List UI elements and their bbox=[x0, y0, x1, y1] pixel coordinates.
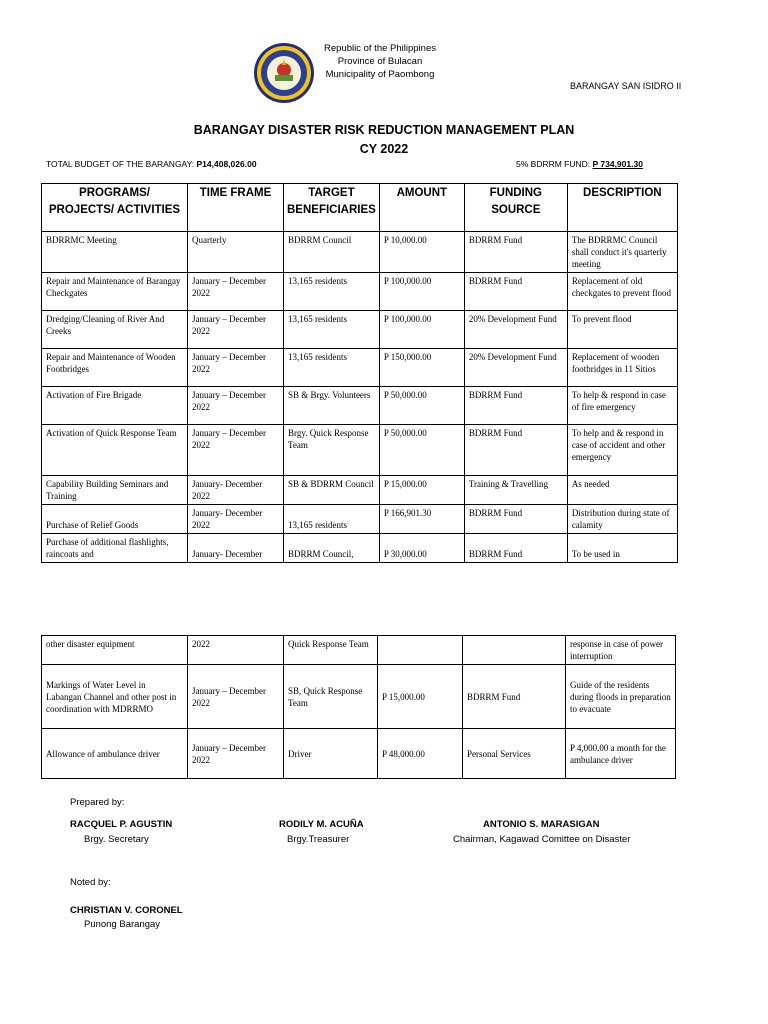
cell-beneficiaries: Driver bbox=[284, 729, 378, 779]
bdrrm-fund-label: 5% BDRRM FUND: bbox=[516, 159, 593, 169]
table-row bbox=[42, 387, 678, 425]
bdrrm-fund-value: P 734,901.30 bbox=[592, 159, 643, 169]
cell-description: Replacement of old checkgates to prevent flood bbox=[567, 273, 677, 311]
cell-funding: Training & Travelling bbox=[464, 476, 567, 505]
signatory-name: ANTONIO S. MARASIGAN bbox=[483, 819, 600, 830]
col-header-amount: AMOUNT bbox=[379, 184, 464, 232]
signatory-chairman bbox=[483, 819, 599, 830]
prepared-by-label: Prepared by: bbox=[70, 797, 125, 808]
cell-time-frame: January – December 2022 bbox=[188, 665, 284, 729]
noted-by-label: Noted by: bbox=[70, 877, 111, 888]
cell-time-frame: January – December 2022 bbox=[188, 387, 284, 425]
signatory-punong-barangay bbox=[70, 905, 183, 916]
cell-beneficiaries: 13,165 residents bbox=[284, 349, 380, 387]
cell-program: Dredging/Cleaning of River And Creeks bbox=[42, 311, 188, 349]
cell-funding: BDRRM Fund bbox=[464, 387, 567, 425]
cell-amount bbox=[378, 636, 463, 665]
plan-table-page1 bbox=[41, 183, 678, 563]
cell-time-frame: 2022 bbox=[188, 636, 284, 665]
cell-time-frame: Quarterly bbox=[188, 232, 284, 273]
cell-beneficiaries: SB & BDRRM Council bbox=[284, 476, 380, 505]
total-budget-value: P14,408,026.00 bbox=[196, 159, 257, 169]
table-row bbox=[42, 505, 678, 534]
cell-beneficiaries: SB & Brgy. Volunteers bbox=[284, 387, 380, 425]
signatory-role: Brgy. Secretary bbox=[84, 834, 149, 845]
table-row bbox=[42, 534, 678, 563]
cell-description: To prevent flood bbox=[567, 311, 677, 349]
cell-time-frame: January – December 2022 bbox=[188, 311, 284, 349]
cell-program: Allowance of ambulance driver bbox=[42, 729, 188, 779]
cell-program: Repair and Maintenance of Wooden Footbridges bbox=[42, 349, 188, 387]
table-row bbox=[42, 273, 678, 311]
cell-beneficiaries: 13,165 residents bbox=[284, 311, 380, 349]
table-row bbox=[42, 311, 678, 349]
table-row bbox=[42, 425, 678, 476]
cell-amount: P 30,000.00 bbox=[379, 534, 464, 563]
cell-funding: BDRRM Fund bbox=[464, 534, 567, 563]
cell-program: Activation of Quick Response Team bbox=[42, 425, 188, 476]
cell-time-frame: January – December 2022 bbox=[188, 425, 284, 476]
cell-funding: 20% Development Fund bbox=[464, 311, 567, 349]
header-line-municipality: Municipality of Paombong bbox=[325, 69, 435, 80]
signatory-secretary bbox=[70, 819, 172, 830]
cell-funding: BDRRM Fund bbox=[463, 665, 566, 729]
signatory-role: Chairman, Kagawad Comittee on Disaster bbox=[453, 834, 631, 845]
document-year: CY 2022 bbox=[359, 142, 409, 156]
cell-description: Replacement of wooden footbridges in 11 Sitios bbox=[567, 349, 677, 387]
cell-beneficiaries: BDRRM Council bbox=[284, 232, 380, 273]
header-line-province: Province of Bulacan bbox=[337, 56, 423, 67]
cell-funding: Personal Services bbox=[463, 729, 566, 779]
barangay-name: BARANGAY SAN ISIDRO II bbox=[570, 81, 682, 91]
col-header-description: DESCRIPTION bbox=[567, 184, 677, 232]
signatory-role: Brgy.Treasurer bbox=[287, 834, 350, 845]
table-row bbox=[42, 349, 678, 387]
cell-program: Purchase of Relief Goods bbox=[42, 505, 188, 534]
col-header-funding: FUNDING SOURCE bbox=[464, 184, 567, 232]
plan-table-page2 bbox=[41, 635, 676, 779]
bdrrm-fund bbox=[516, 159, 643, 169]
signatory-name: RACQUEL P. AGUSTIN bbox=[70, 819, 173, 830]
cell-time-frame: January – December 2022 bbox=[188, 349, 284, 387]
signatory-name: RODILY M. ACUÑA bbox=[279, 819, 364, 830]
cell-program: BDRRMC Meeting bbox=[42, 232, 188, 273]
table-row bbox=[42, 476, 678, 505]
cell-amount: P 10,000.00 bbox=[379, 232, 464, 273]
cell-beneficiaries: SB, Quick Response Team bbox=[284, 665, 378, 729]
cell-description: Distribution during state of calamity bbox=[567, 505, 677, 534]
cell-amount: P 50,000.00 bbox=[379, 387, 464, 425]
cell-funding: BDRRM Fund bbox=[464, 425, 567, 476]
cell-funding: 20% Development Fund bbox=[464, 349, 567, 387]
cell-program: Markings of Water Level in Labangan Channel and other post in coordination with MDRRMO bbox=[42, 665, 188, 729]
cell-beneficiaries: Quick Response Team bbox=[284, 636, 378, 665]
signatory-name: CHRISTIAN V. CORONEL bbox=[70, 905, 183, 916]
cell-amount: P 100,000.00 bbox=[379, 273, 464, 311]
cell-program: Capability Building Seminars and Training bbox=[42, 476, 188, 505]
cell-description: To help and & respond in case of accident and other emergency bbox=[567, 425, 677, 476]
table-row bbox=[42, 665, 676, 729]
cell-time-frame: January – December 2022 bbox=[188, 729, 284, 779]
government-header bbox=[290, 42, 470, 81]
cell-time-frame: January- December bbox=[188, 534, 284, 563]
cell-time-frame: January- December 2022 bbox=[188, 505, 284, 534]
col-header-beneficiaries: TARGET BENEFICIARIES bbox=[284, 184, 380, 232]
cell-program: Activation of Fire Brigade bbox=[42, 387, 188, 425]
cell-time-frame: January – December 2022 bbox=[188, 273, 284, 311]
total-budget bbox=[46, 159, 257, 169]
table-row bbox=[42, 232, 678, 273]
cell-amount: P 15,000.00 bbox=[379, 476, 464, 505]
cell-program: other disaster equipment bbox=[42, 636, 188, 665]
cell-amount: P 100,000.00 bbox=[379, 311, 464, 349]
cell-description: P 4,000.00 a month for the ambulance driver bbox=[566, 729, 676, 779]
document-title: BARANGAY DISASTER RISK REDUCTION MANAGEMENT PLAN bbox=[193, 123, 575, 137]
cell-funding: BDRRM Fund bbox=[464, 273, 567, 311]
col-header-programs: PROGRAMS/ PROJECTS/ ACTIVITIES bbox=[42, 184, 188, 232]
cell-funding bbox=[463, 636, 566, 665]
table-row bbox=[42, 636, 676, 665]
cell-description: Guide of the residents during floods in preparation to evacuate bbox=[566, 665, 676, 729]
cell-description: To help & respond in case of fire emergency bbox=[567, 387, 677, 425]
cell-program: Repair and Maintenance of Barangay Checkgates bbox=[42, 273, 188, 311]
cell-funding: BDRRM Fund bbox=[464, 232, 567, 273]
cell-program: Purchase of additional flashlights, raincoats and bbox=[42, 534, 188, 563]
cell-funding: BDRRM Fund bbox=[464, 505, 567, 534]
cell-description: The BDRRMC Council shall conduct it's quarterly meeting bbox=[567, 232, 677, 273]
signatory-treasurer bbox=[279, 819, 364, 830]
cell-time-frame: January- December 2022 bbox=[188, 476, 284, 505]
table-header-row bbox=[42, 184, 678, 232]
cell-amount: P 50,000.00 bbox=[379, 425, 464, 476]
cell-description: response in case of power interruption bbox=[566, 636, 676, 665]
col-header-time-frame: TIME FRAME bbox=[188, 184, 284, 232]
cell-beneficiaries: BDRRM Council, bbox=[284, 534, 380, 563]
total-budget-label: TOTAL BUDGET OF THE BARANGAY: bbox=[46, 159, 197, 169]
cell-description: As needed bbox=[567, 476, 677, 505]
cell-beneficiaries: 13,165 residents bbox=[284, 505, 380, 534]
cell-amount: P 15,000.00 bbox=[378, 665, 463, 729]
cell-amount: P 150,000.00 bbox=[379, 349, 464, 387]
cell-amount: P 166,901.30 bbox=[379, 505, 464, 534]
signatory-role: Punong Barangay bbox=[84, 919, 161, 930]
cell-description: To be used in bbox=[567, 534, 677, 563]
table-row bbox=[42, 729, 676, 779]
cell-beneficiaries: 13,165 residents bbox=[284, 273, 380, 311]
header-line-republic: Republic of the Philippines bbox=[324, 43, 436, 54]
cell-amount: P 48,000.00 bbox=[378, 729, 463, 779]
cell-beneficiaries: Brgy. Quick Response Team bbox=[284, 425, 380, 476]
